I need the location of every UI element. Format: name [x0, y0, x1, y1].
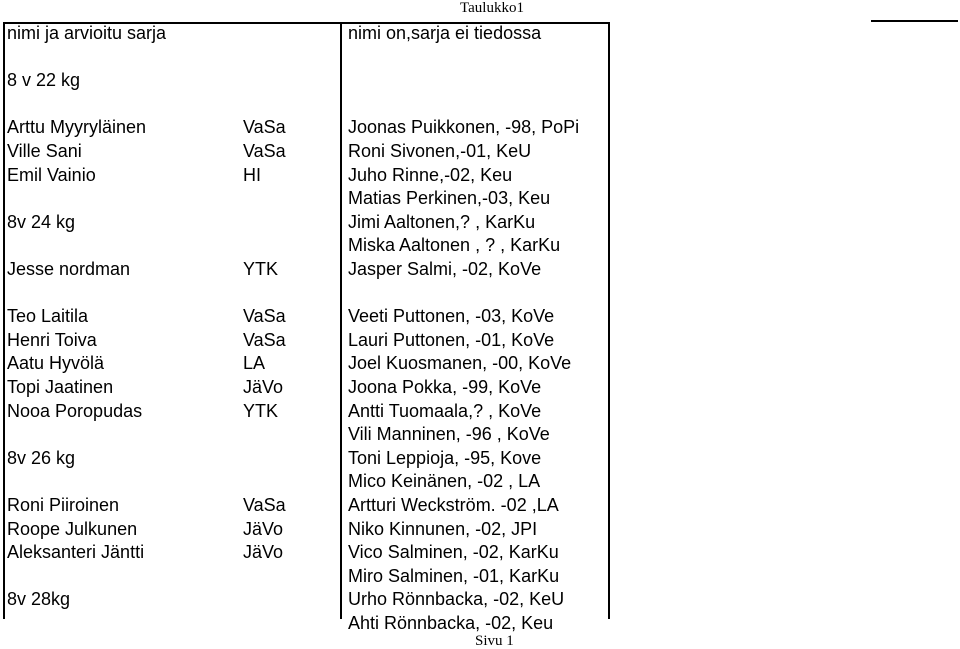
unknown-class-cell: Juho Rinne,-02, Keu	[348, 164, 513, 185]
unknown-class-cell: Vili Manninen, -96 , KoVe	[348, 424, 550, 445]
name-cell: 8v 24 kg	[7, 211, 76, 232]
sheet-title: Taulukko1	[460, 0, 524, 16]
unknown-class-cell: Miro Salminen, -01, KarKu	[348, 565, 560, 586]
unknown-class-cell: Jimi Aaltonen,? , KarKu	[348, 211, 536, 232]
table-row	[0, 46, 610, 70]
unknown-class-cell: Niko Kinnunen, -02, JPI	[348, 518, 538, 539]
table-row	[0, 329, 610, 353]
unknown-class-cell: Miska Aaltonen , ? , KarKu	[348, 235, 561, 256]
unknown-class-cell: Roni Sivonen,-01, KeU	[348, 141, 532, 161]
name-cell: Aatu Hyvölä	[7, 353, 105, 374]
club-cell: YTK	[243, 259, 279, 279]
table-row	[0, 518, 610, 542]
table-row	[0, 282, 610, 306]
table-row	[0, 376, 610, 400]
unknown-class-cell: Veeti Puttonen, -03, KoVe	[348, 306, 555, 327]
unknown-class-cell: Joona Pokka, -99, KoVe	[348, 377, 542, 397]
table-row	[0, 494, 610, 518]
club-cell: VaSa	[243, 495, 286, 515]
club-cell: HI	[243, 164, 261, 185]
table-row	[0, 93, 610, 117]
club-cell: JäVo	[243, 542, 284, 563]
unknown-class-cell: Urho Rönnbacka, -02, KeU	[348, 589, 565, 610]
table-row	[0, 211, 610, 235]
table-row	[0, 352, 610, 376]
unknown-class-cell: Toni Leppioja, -95, Kove	[348, 447, 542, 468]
name-cell: Roni Piiroinen	[7, 495, 120, 515]
table-row	[0, 69, 610, 93]
table-row	[0, 470, 610, 494]
table-row	[0, 140, 610, 164]
club-cell: VaSa	[243, 306, 286, 327]
table-row	[0, 541, 610, 565]
table-row	[0, 234, 610, 258]
table-row	[0, 187, 610, 211]
unknown-class-cell: Joel Kuosmanen, -00, KoVe	[348, 353, 572, 374]
name-cell: 8v 26 kg	[7, 447, 76, 468]
header-rule	[871, 20, 958, 22]
name-cell: Jesse nordman	[7, 259, 131, 279]
name-cell: 8v 28kg	[7, 589, 71, 610]
unknown-class-cell: Vico Salminen, -02, KarKu	[348, 542, 559, 563]
club-cell: JäVo	[243, 377, 284, 397]
unknown-class-cell: Ahti Rönnbacka, -02, Keu	[348, 613, 554, 633]
name-cell: Roope Julkunen	[7, 518, 138, 539]
name-cell: nimi ja arvioitu sarja	[7, 23, 167, 43]
page-footer: Sivu 1	[475, 633, 514, 649]
club-cell: VaSa	[243, 117, 286, 138]
name-cell: Arttu Myyryläinen	[7, 117, 147, 138]
table-row	[0, 116, 610, 140]
unknown-class-cell: Joonas Puikkonen, -98, PoPi	[348, 117, 580, 138]
table-row	[0, 400, 610, 424]
unknown-class-cell: Mico Keinänen, -02 , LA	[348, 471, 541, 492]
table-row	[0, 423, 610, 447]
club-cell: LA	[243, 353, 266, 374]
club-cell: YTK	[243, 400, 279, 421]
name-cell: Nooa Poropudas	[7, 400, 143, 421]
table-row	[0, 22, 610, 46]
club-cell: JäVo	[243, 518, 284, 539]
name-cell: Teo Laitila	[7, 306, 89, 327]
table-row	[0, 588, 610, 612]
name-cell: Emil Vainio	[7, 164, 96, 185]
name-cell: Topi Jaatinen	[7, 377, 114, 397]
unknown-class-cell: nimi on,sarja ei tiedossa	[348, 23, 542, 43]
table-row	[0, 164, 610, 188]
name-cell: Aleksanteri Jäntti	[7, 542, 145, 563]
table-row	[0, 305, 610, 329]
name-cell: 8 v 22 kg	[7, 70, 81, 91]
unknown-class-cell: Jasper Salmi, -02, KoVe	[348, 259, 542, 279]
unknown-class-cell: Matias Perkinen,-03, Keu	[348, 188, 551, 209]
club-cell: VaSa	[243, 329, 286, 350]
name-cell: Henri Toiva	[7, 329, 97, 350]
unknown-class-cell: Lauri Puttonen, -01, KoVe	[348, 329, 555, 350]
table-row	[0, 447, 610, 471]
table-row	[0, 612, 610, 636]
name-cell: Ville Sani	[7, 141, 82, 161]
table-row	[0, 565, 610, 589]
unknown-class-cell: Artturi Weckström. -02 ,LA	[348, 495, 559, 515]
unknown-class-cell: Antti Tuomaala,? , KoVe	[348, 400, 542, 421]
club-cell: VaSa	[243, 141, 286, 161]
table-row	[0, 258, 610, 282]
